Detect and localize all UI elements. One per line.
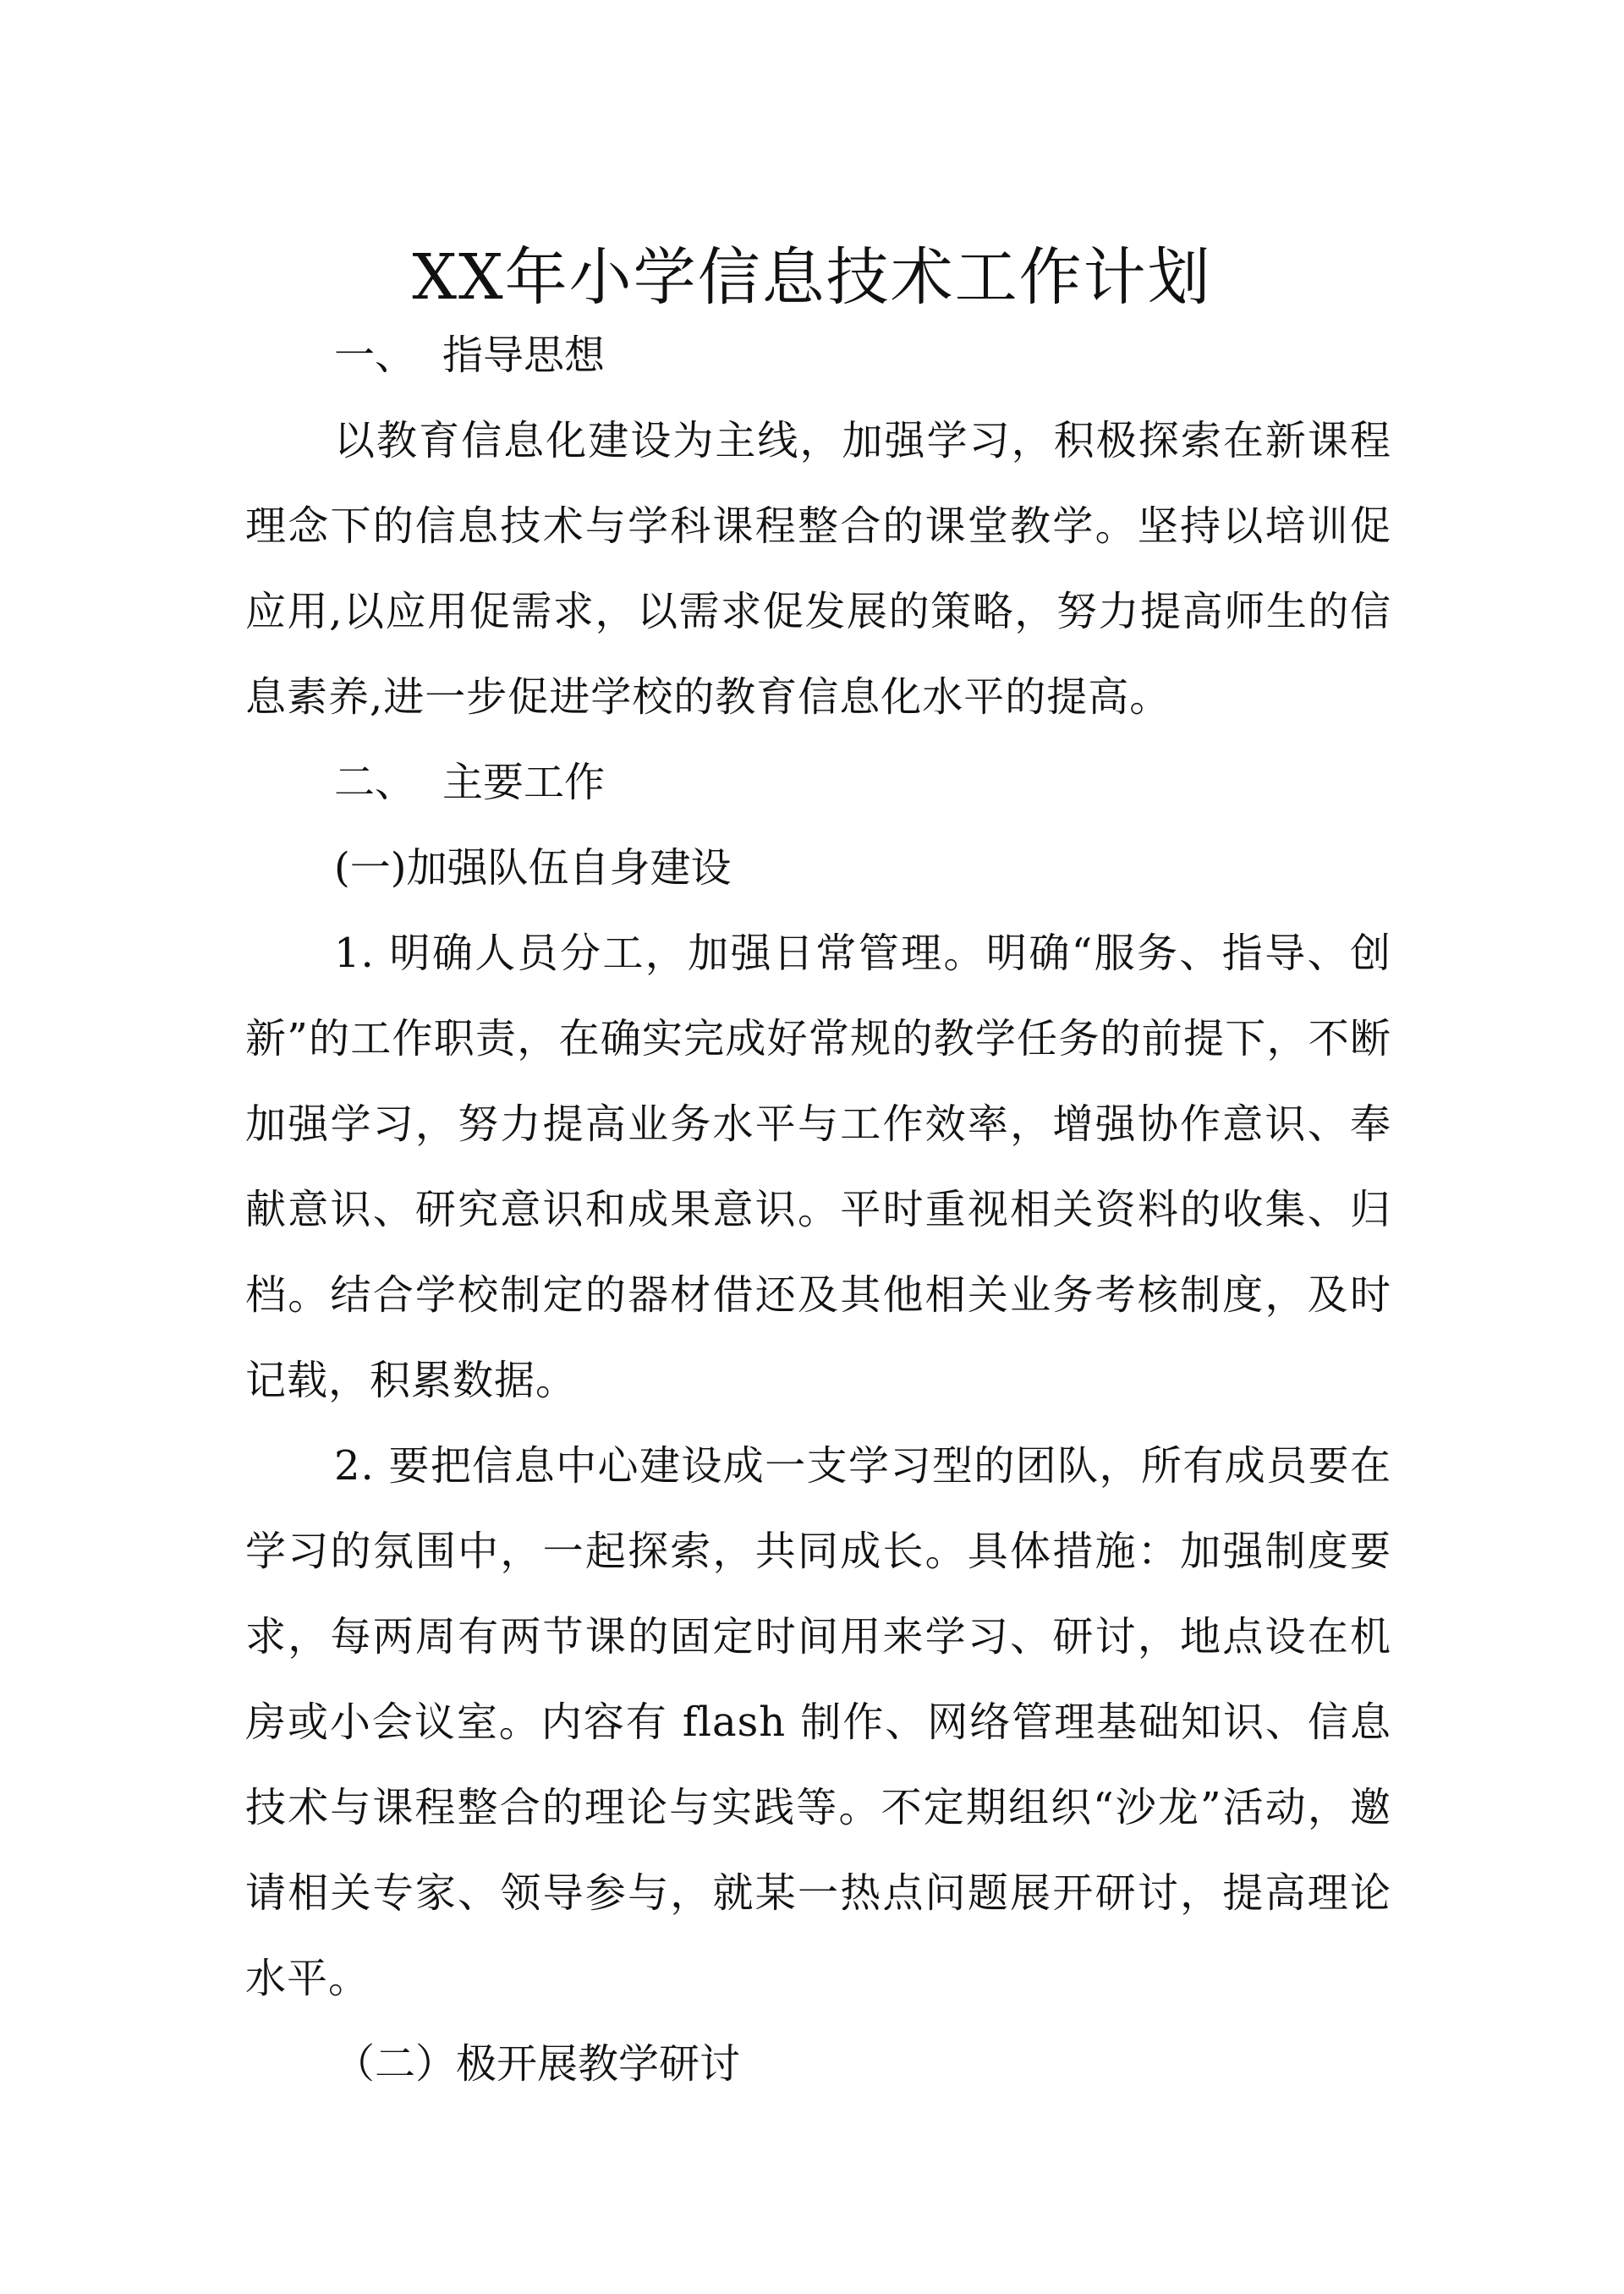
document-title: XX年小学信息技术工作计划: [412, 240, 1212, 314]
paragraph: 2. 要把信息中心建设成一支学习型的团队，所有成员要在学习的氛围中，一起探索，共同成长。具体措施：加强制度要求，每两周有两节课的固定时间用来学习、研讨，地点设在机房或小会议室。内容有 flash 制作、网络管理基础知识、信息技术与课程整合的理论与实践等。不定期组织“沙龙”活动，邀请相关专家、领导参与，就某一热点问题展开研讨，提高理论水平。: [245, 1442, 1391, 2002]
section-number: 二、: [334, 759, 416, 806]
paragraph: 1. 明确人员分工，加强日常管理。明确“服务、指导、创新”的工作职责，在确实完成好常规的教学任务的前提下，不断加强学习，努力提高业务水平与工作效率，增强协作意识、奉献意识、研究意识和成果意识。平时重视相关资料的收集、归档。结合学校制定的器材借还及其他相关业务考核制度，及时记载，积累数据。: [245, 930, 1391, 1404]
section-heading-main-work: [245, 740, 1391, 826]
section-number: 一、: [334, 332, 416, 379]
section-heading-guiding-ideology: [245, 313, 1391, 398]
document-body: [245, 313, 1391, 2107]
subsection-heading-teaching-research: （二）极开展教学研讨: [334, 2040, 741, 2088]
subsection-heading-team-building: (一)加强队伍自身建设: [334, 844, 732, 892]
section-title: 主要工作: [442, 759, 606, 806]
section-title: 指导思想: [442, 332, 606, 379]
paragraph: 以教育信息化建设为主线，加强学习，积极探索在新课程理念下的信息技术与学科课程整合的课堂教学。坚持以培训促应用,以应用促需求，以需求促发展的策略，努力提高师生的信息素养,进一步促进学校的教育信息化水平的提高。: [245, 417, 1391, 721]
